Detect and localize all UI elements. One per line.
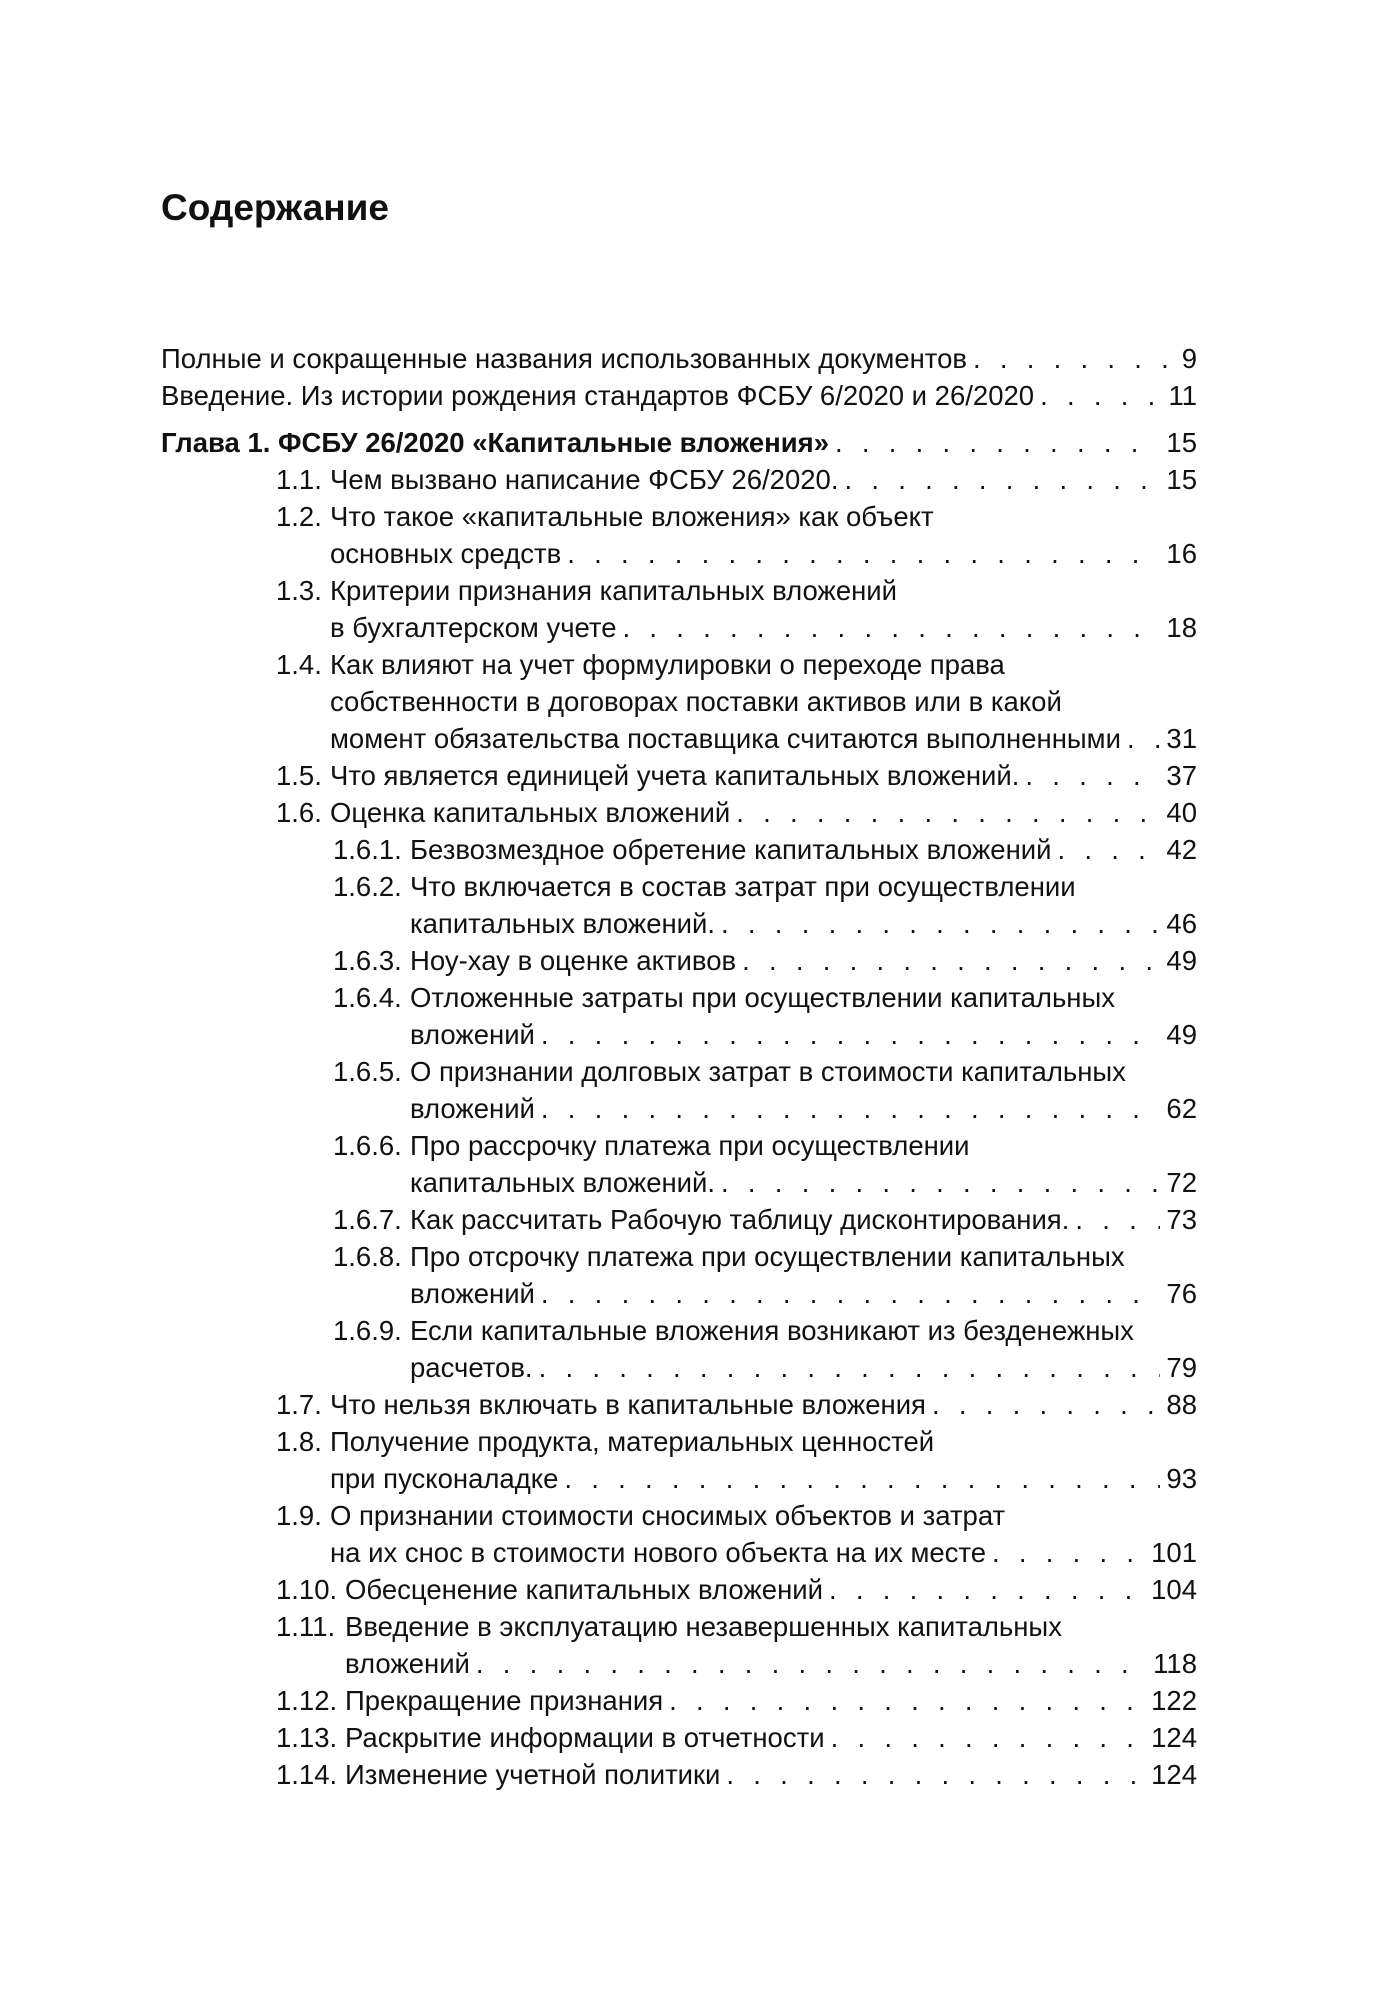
toc-entry-number: 1.6.5. xyxy=(333,1056,402,1087)
toc-leader-dots xyxy=(623,609,1161,646)
toc-entry-title: Ноу-хау в оценке активов xyxy=(410,945,737,976)
toc-entry-number: 1.7. xyxy=(276,1389,322,1420)
toc-entry[interactable] xyxy=(0,1682,1382,1719)
toc-entry-number: 1.6.9. xyxy=(333,1315,402,1346)
toc-entry-continuation[interactable] xyxy=(0,535,1382,572)
toc-entry-title: Введение. Из истории рождения стандартов ФСБУ 6/2020 и 26/2020 xyxy=(161,380,1035,411)
toc-leader-dots xyxy=(564,1460,1160,1497)
toc-entry-continuation[interactable] xyxy=(0,609,1382,646)
toc-leader-dots xyxy=(844,461,1160,498)
toc-subentry[interactable] xyxy=(0,1201,1382,1238)
toc-entry-title: Что нельзя включать в капитальные вложения xyxy=(330,1389,926,1420)
toc-entry-number: 1.8. xyxy=(276,1426,322,1457)
toc-entry-continuation[interactable] xyxy=(0,720,1382,757)
toc-entry-title: вложений xyxy=(345,1648,470,1679)
toc-entry[interactable] xyxy=(0,1756,1382,1793)
toc-subentry[interactable] xyxy=(0,1127,1382,1164)
toc-entry-page: 15 xyxy=(1166,464,1197,495)
toc-entry-continuation[interactable] xyxy=(0,1460,1382,1497)
toc-entry-page: 124 xyxy=(1151,1759,1197,1790)
toc-leader-dots xyxy=(831,1719,1146,1756)
toc-entry-continuation[interactable] xyxy=(0,1534,1382,1571)
toc-entry[interactable] xyxy=(0,572,1382,609)
toc-entry-title-line: Если капитальные вложения возникают из безденежных xyxy=(410,1315,1134,1346)
toc-entry-number: 1.11. xyxy=(276,1611,336,1642)
toc-entry-title: момент обязательства поставщика считаются выполненными xyxy=(330,723,1121,754)
toc-entry-number: 1.6.7. xyxy=(333,1204,402,1235)
page-title: Содержание xyxy=(161,187,389,228)
toc-entry[interactable] xyxy=(0,498,1382,535)
toc-entry-title-line: О признании долговых затрат в стоимости капитальных xyxy=(410,1056,1126,1087)
toc-entry-number: 1.6.6. xyxy=(333,1130,402,1161)
toc-leader-dots xyxy=(973,340,1176,377)
toc-entry-number: 1.1. xyxy=(276,464,322,495)
toc-entry-page: 11 xyxy=(1168,380,1197,411)
toc-entry-continuation[interactable] xyxy=(0,1349,1382,1386)
toc-entry-number: 1.10. xyxy=(276,1574,338,1605)
toc-entry-title: капитальных вложений. xyxy=(410,1167,716,1198)
toc-entry-number: 1.5. xyxy=(276,760,322,791)
toc-entry-title: основных средств xyxy=(330,538,562,569)
toc-entry-page: 104 xyxy=(1151,1574,1197,1605)
toc-entry-title: Как рассчитать Рабочую таблицу дисконтирования. xyxy=(410,1204,1070,1235)
toc-leader-dots xyxy=(835,424,1160,461)
toc-entry-number: 1.4. xyxy=(276,649,322,680)
toc-leader-dots xyxy=(1127,720,1160,757)
toc-entry-title: Прекращение признания xyxy=(345,1685,664,1716)
toc-entry-page: 101 xyxy=(1151,1537,1197,1568)
toc-entry-page: 9 xyxy=(1181,343,1197,374)
toc-entry-page: 88 xyxy=(1166,1389,1197,1420)
toc-entry-page: 93 xyxy=(1166,1463,1197,1494)
toc-entry-continuation[interactable] xyxy=(0,1645,1382,1682)
toc-entry-number: 1.13. xyxy=(276,1722,338,1753)
toc-entry-title-line: Как влияют на учет формулировки о переходе права xyxy=(330,649,1005,680)
toc-entry-number: 1.14. xyxy=(276,1759,338,1790)
toc-entry-title: Оценка капитальных вложений xyxy=(330,797,731,828)
toc-entry-title-line: Получение продукта, материальных ценностей xyxy=(330,1426,935,1457)
toc-entry-number: 1.6.3. xyxy=(333,945,402,976)
toc-subentry[interactable] xyxy=(0,942,1382,979)
toc-entry-number: 1.3. xyxy=(276,575,322,606)
toc-entry-continuation[interactable] xyxy=(0,1275,1382,1312)
toc-leader-dots xyxy=(541,1275,1160,1312)
toc-entry-page: 73 xyxy=(1166,1204,1197,1235)
toc-entry-continuation[interactable] xyxy=(0,1016,1382,1053)
toc-entry-title: Безвозмездное обретение капитальных вложений xyxy=(410,834,1052,865)
toc-entry-title-line: Критерии признания капитальных вложений xyxy=(330,575,898,606)
toc-entry-title-line: Что такое «капитальные вложения» как объект xyxy=(330,501,934,532)
toc-entry-page: 16 xyxy=(1166,538,1197,569)
toc-entry[interactable] xyxy=(0,461,1382,498)
toc-entry[interactable] xyxy=(0,1719,1382,1756)
toc-entry[interactable] xyxy=(0,757,1382,794)
toc-entry-number: 1.6.4. xyxy=(333,982,402,1013)
toc-entry-title: Полные и сокращенные названия использованных документов xyxy=(161,343,967,374)
toc-entry-page: 79 xyxy=(1166,1352,1197,1383)
toc-entry-title: расчетов. xyxy=(410,1352,533,1383)
toc-entry-page: 49 xyxy=(1166,1019,1197,1050)
toc-leader-dots xyxy=(742,942,1160,979)
toc-entry[interactable] xyxy=(0,1386,1382,1423)
toc-entry-page: 15 xyxy=(1166,427,1197,458)
toc-entry-number: 1.6.1. xyxy=(333,834,402,865)
toc-entry[interactable] xyxy=(0,1571,1382,1608)
toc-entry[interactable] xyxy=(0,340,1382,377)
toc-leader-dots xyxy=(829,1571,1145,1608)
toc-entry[interactable] xyxy=(0,1497,1382,1534)
toc-entry-continuation[interactable] xyxy=(0,1164,1382,1201)
toc-entry-continuation[interactable] xyxy=(0,683,1382,720)
toc-entry-number: 1.6.2. xyxy=(333,871,402,902)
toc-leader-dots xyxy=(1057,831,1160,868)
toc-entry-page: 37 xyxy=(1166,760,1197,791)
toc-entry[interactable] xyxy=(0,1423,1382,1460)
toc-entry-page: 76 xyxy=(1166,1278,1197,1309)
toc-leader-dots xyxy=(567,535,1160,572)
toc-entry-continuation[interactable] xyxy=(0,1090,1382,1127)
toc-leader-dots xyxy=(726,1756,1145,1793)
toc-entry-title: вложений xyxy=(410,1093,535,1124)
toc-entry-title-line: собственности в договорах поставки активов или в какой xyxy=(330,686,1062,717)
toc-entry-continuation[interactable] xyxy=(0,905,1382,942)
toc-leader-dots xyxy=(669,1682,1145,1719)
toc-entry[interactable] xyxy=(0,1608,1382,1645)
toc-entry-page: 62 xyxy=(1166,1093,1197,1124)
toc-entry-title-line: О признании стоимости сносимых объектов и затрат xyxy=(330,1500,1006,1531)
toc-entry-title-line: Отложенные затраты при осуществлении капитальных xyxy=(410,982,1116,1013)
toc-leader-dots xyxy=(476,1645,1147,1682)
toc-entry-title: при пусконаладке xyxy=(330,1463,559,1494)
toc-entry-page: 49 xyxy=(1166,945,1197,976)
toc-subentry[interactable] xyxy=(0,1053,1382,1090)
toc-subentry[interactable] xyxy=(0,868,1382,905)
toc-chapter-entry[interactable] xyxy=(0,424,1382,461)
toc-subentry[interactable] xyxy=(0,1238,1382,1275)
toc-entry-title-line: Что включается в состав затрат при осуществлении xyxy=(410,871,1076,902)
toc-leader-dots xyxy=(736,794,1160,831)
toc-entry-title-line: Про рассрочку платежа при осуществлении xyxy=(410,1130,970,1161)
toc-entry-title: Что является единицей учета капитальных вложений. xyxy=(330,760,1020,791)
toc-entry[interactable] xyxy=(0,794,1382,831)
toc-entry-title: Раскрытие информации в отчетности xyxy=(345,1722,825,1753)
toc-entry-title-line: Введение в эксплуатацию незавершенных капитальных xyxy=(345,1611,1062,1642)
toc-entry[interactable] xyxy=(0,377,1382,414)
toc-entry-title: Изменение учетной политики xyxy=(345,1759,721,1790)
toc-leader-dots xyxy=(721,905,1160,942)
toc-chapter-title: Глава 1. ФСБУ 26/2020 «Капитальные вложения» xyxy=(161,427,830,458)
toc-entry-page: 31 xyxy=(1166,723,1197,754)
toc-entry-page: 42 xyxy=(1166,834,1197,865)
toc-entry-title: вложений xyxy=(410,1019,535,1050)
toc-entry-title: в бухгалтерском учете xyxy=(330,612,617,643)
toc-entry-title-line: Про отсрочку платежа при осуществлении капитальных xyxy=(410,1241,1125,1272)
toc-entry-page: 46 xyxy=(1166,908,1197,939)
toc-leader-dots xyxy=(541,1090,1160,1127)
toc-entry-title: капитальных вложений. xyxy=(410,908,716,939)
toc-entry-number: 1.2. xyxy=(276,501,322,532)
toc-entry-page: 40 xyxy=(1166,797,1197,828)
toc-entry-page: 72 xyxy=(1166,1167,1197,1198)
toc-entry-number: 1.6. xyxy=(276,797,322,828)
toc-entry-page: 124 xyxy=(1151,1722,1197,1753)
toc-leader-dots xyxy=(1025,757,1160,794)
toc-subentry[interactable] xyxy=(0,979,1382,1016)
toc-leader-dots xyxy=(1075,1201,1160,1238)
toc-subentry[interactable] xyxy=(0,831,1382,868)
toc-entry-number: 1.9. xyxy=(276,1500,322,1531)
toc-leader-dots xyxy=(539,1349,1161,1386)
toc-entry-page: 118 xyxy=(1153,1648,1197,1679)
toc-leader-dots xyxy=(992,1534,1145,1571)
toc-entry-number: 1.12. xyxy=(276,1685,338,1716)
toc-entry-title: вложений xyxy=(410,1278,535,1309)
toc-entry-title: Обесценение капитальных вложений xyxy=(345,1574,823,1605)
toc-leader-dots xyxy=(541,1016,1160,1053)
toc-subentry[interactable] xyxy=(0,1312,1382,1349)
toc-leader-dots xyxy=(932,1386,1160,1423)
toc-entry-number: 1.6.8. xyxy=(333,1241,402,1272)
toc-leader-dots xyxy=(1040,377,1162,414)
toc-entry-title: на их снос в стоимости нового объекта на их месте xyxy=(330,1537,986,1568)
toc-entry[interactable] xyxy=(0,646,1382,683)
toc-entry-page: 18 xyxy=(1166,612,1197,643)
toc-leader-dots xyxy=(721,1164,1160,1201)
toc-entry-title: Чем вызвано написание ФСБУ 26/2020. xyxy=(330,464,839,495)
toc-entry-page: 122 xyxy=(1151,1685,1197,1716)
